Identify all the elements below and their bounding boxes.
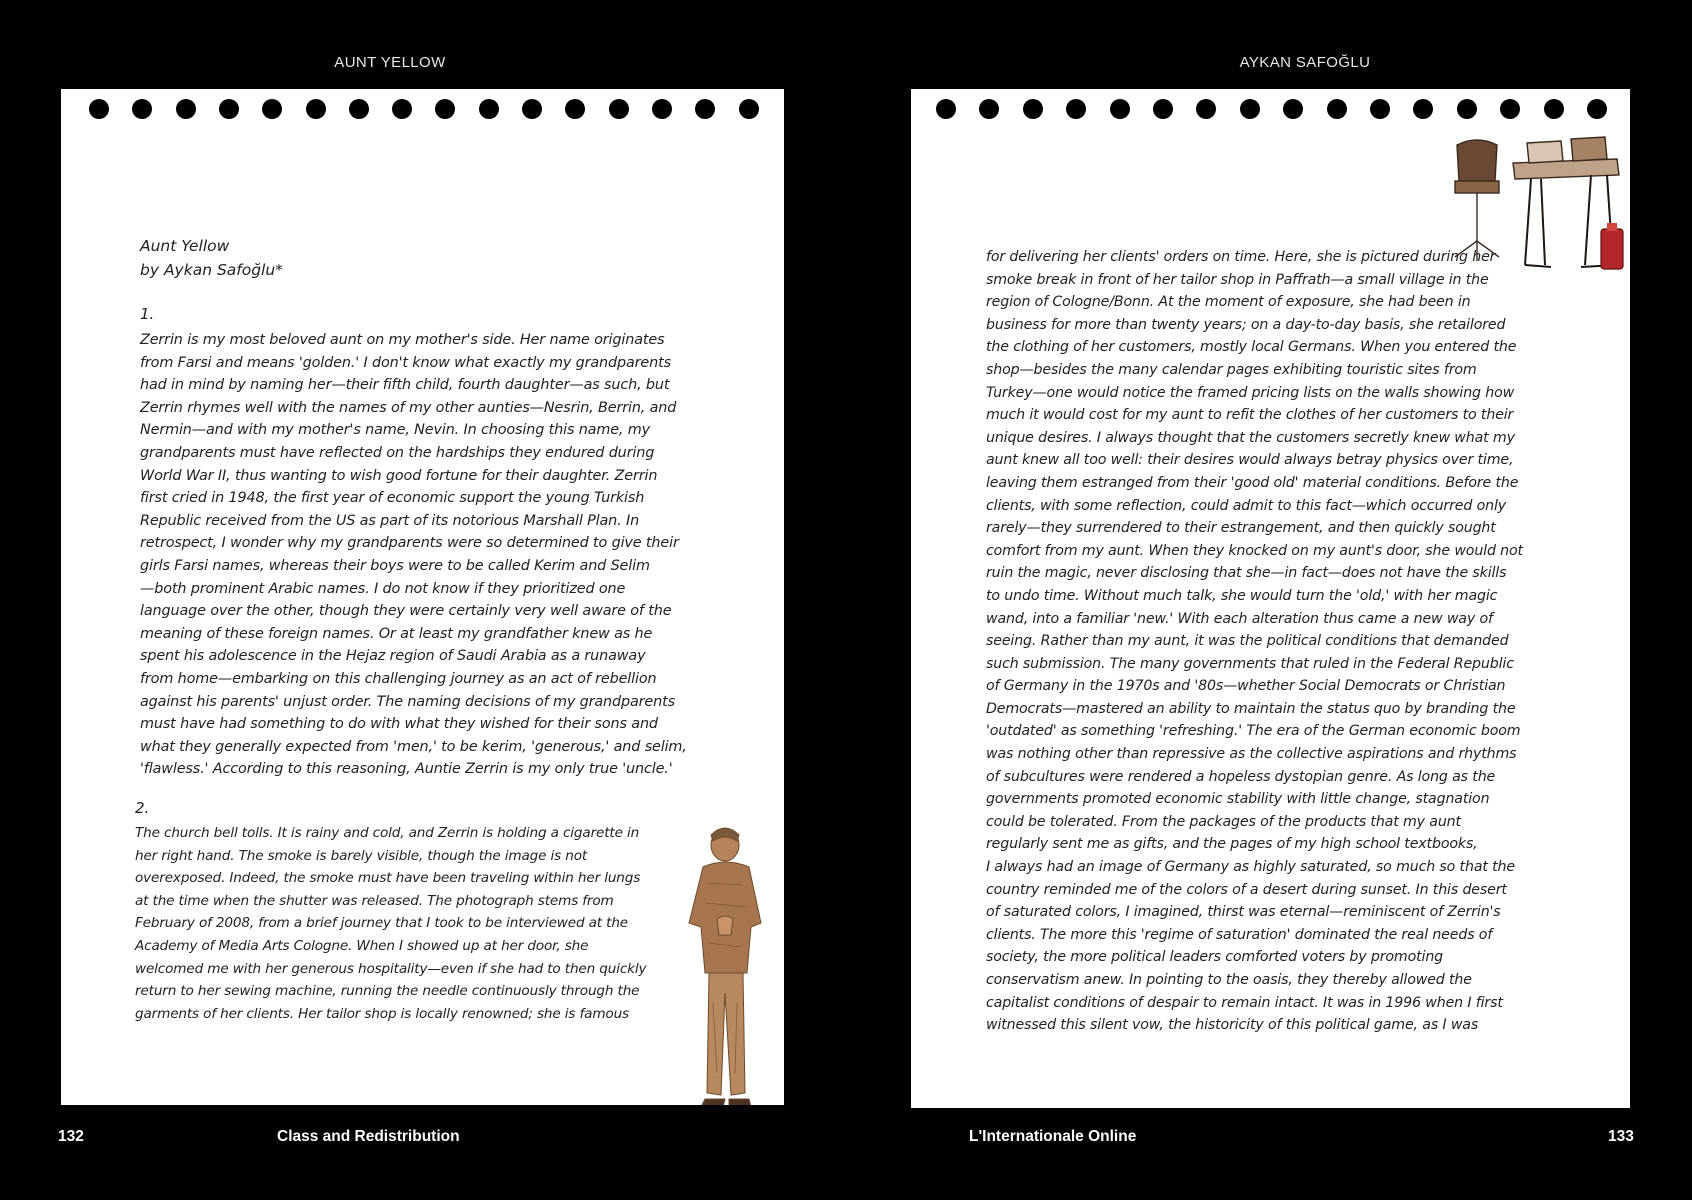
punch-hole [1023, 99, 1043, 119]
publication-name: L'Internationale Online [969, 1128, 1137, 1145]
section-title: Class and Redistribution [277, 1128, 460, 1145]
punch-holes [61, 97, 784, 123]
section-1-text: Zerrin is my most beloved aunt on my mother's side. Her name originates from Farsi and means 'golden.' I don't know what exactly my grandparents had in mind by naming her—their fifth child, fourth daughter—as such, but Zerrin rhymes well with the names of my other aunties—Nesrin, Berrin, and Nermin—and with my mother's name, Nevin. In choosing this name, my grandparents must have reflected on the hardships they endured during World War II, thus wanting to wish good fortune for their daughter. Zerrin first cried in 1948, the first year of economic support the young Turkish Republic received from the US as part of its notorious Marshall Plan. In retrospect, I wonder why my grandparents were so determined to give their girls Farsi names, whereas their boys were to be called Kerim and Selim —both prominent Arabic names. I do not know if they prioritized one language over the other, though they were certainly very well aware of the meaning of these foreign names. Or at least my grandfather knew as he spent his adolescence in the Hejaz region of Saudi Arabia as a runaway from home—embarking on this challenging journey as an act of rebellion against his parents' unjust order. The naming decisions of my grandparents must have had something to do with what they wished for their sons and what they generally expected from 'men,' to be kerim, 'generous,' and selim, 'flawless.' According to this reasoning, Auntie Zerrin is my only true 'uncle.' [140, 332, 687, 778]
punch-hole [1327, 99, 1347, 119]
punch-hole [306, 99, 326, 119]
punch-hole [1153, 99, 1173, 119]
punch-hole [392, 99, 412, 119]
punch-hole [1457, 99, 1477, 119]
punch-hole [979, 99, 999, 119]
tailor-shop-chairs-drawing [1441, 133, 1627, 275]
punch-hole [132, 99, 152, 119]
punch-hole [349, 99, 369, 119]
punch-hole [479, 99, 499, 119]
notebook-page-right [911, 89, 1630, 1108]
section-number-2: 2. [135, 799, 150, 817]
notebook-page-left [61, 89, 784, 1105]
punch-hole [652, 99, 672, 119]
punch-holes [911, 97, 1630, 123]
punch-hole [1283, 99, 1303, 119]
punch-hole [609, 99, 629, 119]
article-title: Aunt Yellow [140, 237, 230, 255]
punch-hole [1544, 99, 1564, 119]
punch-hole [1413, 99, 1433, 119]
punch-hole [1110, 99, 1130, 119]
punch-hole [565, 99, 585, 119]
punch-hole [176, 99, 196, 119]
page-number-left: 132 [58, 1128, 84, 1145]
punch-hole [739, 99, 759, 119]
punch-hole [219, 99, 239, 119]
punch-hole [1500, 99, 1520, 119]
punch-hole [89, 99, 109, 119]
punch-hole [435, 99, 455, 119]
article-byline: by Aykan Safoğlu* [140, 261, 283, 279]
punch-hole [262, 99, 282, 119]
punch-hole [1587, 99, 1607, 119]
section-number-1: 1. [140, 305, 155, 323]
right-page-text: for delivering her clients' orders on time. Here, she is pictured during her smoke break in front of her tailor shop in Paffrath—a small village in the region of Cologne/Bonn. At the moment of exposure, she had been in business for more than twenty years; on a day-to-day basis, she retailored the clothing of her customers, mostly local Germans. When you entered the shop—besides the many calendar pages exhibiting touristic sites from Turkey—one would notice the framed pricing lists on the walls showing how much it would cost for my aunt to refit the clothes of her customers to their unique desires. I always thought that the customers secretly knew what my aunt knew all too well: their desires would always betray physics over time, leaving them estranged from their 'good old' material conditions. Before the clients, with some reflection, could admit to this fact—which occurred only rarely—they surrendered to their estrangement, and then quickly sought comfort from my aunt. When they knocked on my aunt's door, she would not ruin the magic, never disclosing that she—in fact—does not have the skills to undo time. Without much talk, she would turn the 'old,' with her magic wand, into a familiar 'new.' With each alteration thus came a new way of seeing. Rather than my aunt, it was the political conditions that demanded such submission. The many governments that ruled in the Federal Republic of Germany in the 1970s and '80s—whether Social Democrats or Christian Democrats—mastered an ability to maintain the status quo by branding the 'outdated' as something 'refreshing.' The era of the German economic boom was nothing other than repressive as the collective aspirations and rhythms of subcultures were rendered a hopeless dystopian genre. As long as the governments promoted economic stability with little change, stagnation could be tolerated. From the packages of the products that my aunt regularly sent me as gifts, and the pages of my high school textbooks, I always had an image of Germany as highly saturated, so much so that the country reminded me of the colors of a desert during sunset. In this desert of saturated colors, I imagined, thirst was eternal—reminiscent of Zerrin's clients. The more this 'regime of saturation' dominated the real needs of society, the more political leaders comforted voters by promoting conservatism anew. In pointing to the oasis, they thereby allowed the capitalist conditions of despair to remain intact. It was in 1996 when I first witnessed this silent vow, the historicity of this political game, as I was [986, 249, 1523, 1034]
aunt-zerrin-drawing [677, 823, 777, 1105]
section-2-text: The church bell tolls. It is rainy and cold, and Zerrin is holding a cigarette in her right hand. The smoke is barely visible, though the image is not overexposed. Indeed, the smoke must have been traveling within her lungs at the time when the shutter was released. The photograph stems from February of 2008, from a brief journey that I took to be interviewed at the Academy of Media Arts Cologne. When I showed up at her door, she welcomed me with her generous hospitality—even if she had to then quickly return to her sewing machine, running the needle continuously through the garments of her clients. Her tailor shop is locally renowned; she is famous [135, 825, 647, 1022]
running-head-right: AYKAN SAFOĞLU [1239, 54, 1371, 71]
punch-hole [1370, 99, 1390, 119]
punch-hole [936, 99, 956, 119]
punch-hole [1196, 99, 1216, 119]
punch-hole [1240, 99, 1260, 119]
page-number-right: 133 [1608, 1128, 1634, 1145]
punch-hole [695, 99, 715, 119]
running-head-left: AUNT YELLOW [334, 54, 446, 71]
punch-hole [1066, 99, 1086, 119]
punch-hole [522, 99, 542, 119]
